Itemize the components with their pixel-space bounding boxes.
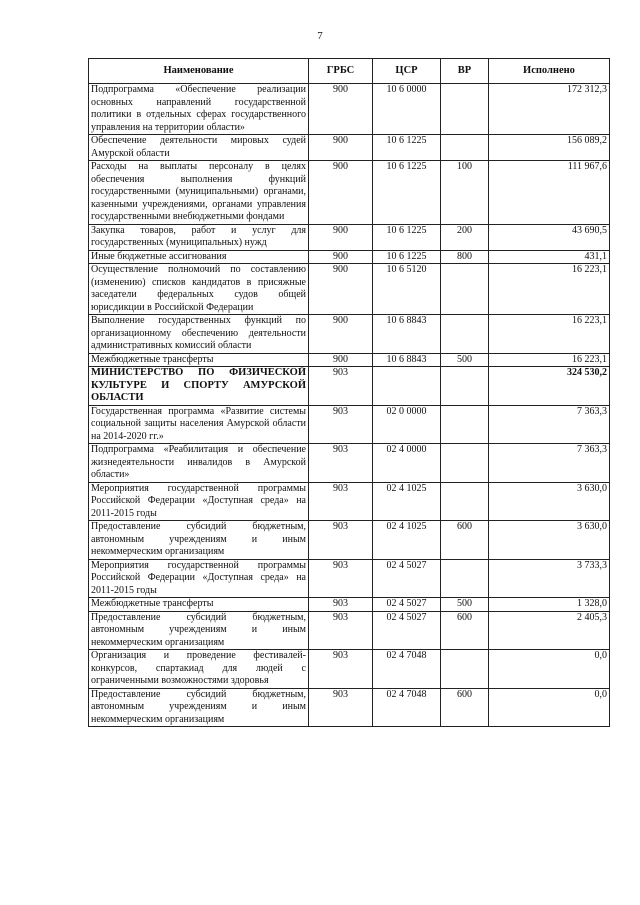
row-name-cell: Государственная программа «Развитие системы социальной защиты населения Амурской области на 2014-2020 гг.» [89, 405, 309, 444]
row-vr-cell: 200 [441, 224, 489, 250]
table-row [89, 688, 610, 727]
table-row [89, 559, 610, 598]
row-vr-cell: 600 [441, 611, 489, 650]
column-header-name: Наименование [89, 59, 309, 84]
row-name-cell: Мероприятия государственной программы Российской Федерации «Доступная среда» на 2011-2015 годы [89, 559, 309, 598]
row-csr-cell: 02 4 1025 [373, 521, 441, 560]
row-grbs-cell: 900 [309, 250, 373, 264]
table-row [89, 224, 610, 250]
row-vr-cell: 500 [441, 353, 489, 367]
column-header-grbs: ГРБС [309, 59, 373, 84]
table-row [89, 444, 610, 483]
table-row [89, 161, 610, 225]
row-csr-cell [373, 367, 441, 406]
row-name-cell: Предоставление субсидий бюджетным, автономным учреждениям и иным некоммерческим организациям [89, 688, 309, 727]
row-grbs-cell: 900 [309, 135, 373, 161]
table-row [89, 315, 610, 354]
row-grbs-cell: 903 [309, 521, 373, 560]
row-amount-cell: 431,1 [489, 250, 610, 264]
row-name-cell: Осуществление полномочий по составлению (изменению) списков кандидатов в присяжные заседатели федеральных судов общей юрисдикции в Российской Федерации [89, 264, 309, 315]
row-grbs-cell: 903 [309, 650, 373, 689]
row-vr-cell [441, 264, 489, 315]
row-csr-cell: 10 6 1225 [373, 224, 441, 250]
expenditure-table [88, 58, 610, 727]
row-name-cell: Предоставление субсидий бюджетным, автономным учреждениям и иным некоммерческим организациям [89, 521, 309, 560]
table-row [89, 264, 610, 315]
table-row [89, 250, 610, 264]
table-body [89, 84, 610, 727]
row-amount-cell: 3 733,3 [489, 559, 610, 598]
row-name-cell: Выполнение государственных функций по организационному обеспечению деятельности административных комиссий области [89, 315, 309, 354]
column-header-amount: Исполнено [489, 59, 610, 84]
row-csr-cell: 02 0 0000 [373, 405, 441, 444]
row-grbs-cell: 903 [309, 559, 373, 598]
row-name-cell: Подпрограмма «Обеспечение реализации основных направлений государственной политики в отдельных сферах государственного управления на территории области» [89, 84, 309, 135]
row-csr-cell: 02 4 1025 [373, 482, 441, 521]
row-vr-cell: 100 [441, 161, 489, 225]
table-row-section [89, 367, 610, 406]
row-amount-cell: 156 089,2 [489, 135, 610, 161]
row-amount-cell: 43 690,5 [489, 224, 610, 250]
row-name-cell: Иные бюджетные ассигнования [89, 250, 309, 264]
row-csr-cell: 10 6 8843 [373, 315, 441, 354]
row-amount-cell: 0,0 [489, 650, 610, 689]
row-grbs-cell: 903 [309, 688, 373, 727]
row-grbs-cell: 903 [309, 367, 373, 406]
row-name-cell: МИНИСТЕРСТВО ПО ФИЗИЧЕСКОЙ КУЛЬТУРЕ И СПОРТУ АМУРСКОЙ ОБЛАСТИ [89, 367, 309, 406]
row-amount-cell: 111 967,6 [489, 161, 610, 225]
row-grbs-cell: 900 [309, 315, 373, 354]
row-csr-cell: 02 4 5027 [373, 611, 441, 650]
row-vr-cell [441, 444, 489, 483]
row-grbs-cell: 903 [309, 405, 373, 444]
table-row [89, 521, 610, 560]
row-vr-cell [441, 367, 489, 406]
row-csr-cell: 02 4 0000 [373, 444, 441, 483]
row-csr-cell: 10 6 8843 [373, 353, 441, 367]
column-header-csr: ЦСР [373, 59, 441, 84]
row-name-cell: Закупка товаров, работ и услуг для государственных (муниципальных) нужд [89, 224, 309, 250]
row-name-cell: Межбюджетные трансферты [89, 598, 309, 612]
row-amount-cell: 7 363,3 [489, 405, 610, 444]
table-row [89, 482, 610, 521]
table-row [89, 598, 610, 612]
table-row [89, 611, 610, 650]
row-amount-cell: 172 312,3 [489, 84, 610, 135]
row-vr-cell [441, 482, 489, 521]
row-csr-cell: 02 4 5027 [373, 559, 441, 598]
page-number: 7 [317, 30, 323, 42]
row-name-cell: Обеспечение деятельности мировых судей Амурской области [89, 135, 309, 161]
row-grbs-cell: 900 [309, 84, 373, 135]
row-grbs-cell: 900 [309, 264, 373, 315]
row-grbs-cell: 900 [309, 224, 373, 250]
row-amount-cell: 16 223,1 [489, 264, 610, 315]
row-grbs-cell: 903 [309, 482, 373, 521]
row-vr-cell: 800 [441, 250, 489, 264]
table-row [89, 405, 610, 444]
table-row [89, 650, 610, 689]
row-amount-cell: 16 223,1 [489, 353, 610, 367]
table-header-row [89, 59, 610, 84]
row-name-cell: Расходы на выплаты персоналу в целях обеспечения выполнения функций государственными (муниципальными) органами, казенными учреждениями, органами управления государственными внебюджетными фондами [89, 161, 309, 225]
row-csr-cell: 10 6 0000 [373, 84, 441, 135]
row-name-cell: Организация и проведение фестивалей-конкурсов, спартакиад для людей с ограниченными возможностями здоровья [89, 650, 309, 689]
row-csr-cell: 02 4 7048 [373, 688, 441, 727]
table-row [89, 84, 610, 135]
row-grbs-cell: 900 [309, 353, 373, 367]
row-name-cell: Предоставление субсидий бюджетным, автономным учреждениям и иным некоммерческим организациям [89, 611, 309, 650]
row-grbs-cell: 900 [309, 161, 373, 225]
table-row [89, 353, 610, 367]
row-amount-cell: 0,0 [489, 688, 610, 727]
row-vr-cell [441, 135, 489, 161]
row-vr-cell: 500 [441, 598, 489, 612]
row-csr-cell: 02 4 7048 [373, 650, 441, 689]
row-amount-cell: 3 630,0 [489, 482, 610, 521]
row-vr-cell [441, 650, 489, 689]
row-csr-cell: 10 6 1225 [373, 135, 441, 161]
row-vr-cell [441, 315, 489, 354]
row-vr-cell: 600 [441, 521, 489, 560]
row-amount-cell: 3 630,0 [489, 521, 610, 560]
table-row [89, 135, 610, 161]
row-grbs-cell: 903 [309, 444, 373, 483]
row-amount-cell: 324 530,2 [489, 367, 610, 406]
row-csr-cell: 10 6 5120 [373, 264, 441, 315]
row-name-cell: Мероприятия государственной программы Российской Федерации «Доступная среда» на 2011-2015 годы [89, 482, 309, 521]
row-grbs-cell: 903 [309, 611, 373, 650]
row-csr-cell: 10 6 1225 [373, 161, 441, 225]
row-amount-cell: 2 405,3 [489, 611, 610, 650]
row-csr-cell: 10 6 1225 [373, 250, 441, 264]
row-amount-cell: 16 223,1 [489, 315, 610, 354]
row-vr-cell [441, 559, 489, 598]
row-amount-cell: 7 363,3 [489, 444, 610, 483]
column-header-vr: ВР [441, 59, 489, 84]
row-csr-cell: 02 4 5027 [373, 598, 441, 612]
row-amount-cell: 1 328,0 [489, 598, 610, 612]
row-grbs-cell: 903 [309, 598, 373, 612]
row-vr-cell: 600 [441, 688, 489, 727]
row-name-cell: Межбюджетные трансферты [89, 353, 309, 367]
row-name-cell: Подпрограмма «Реабилитация и обеспечение жизнедеятельности инвалидов в Амурской области» [89, 444, 309, 483]
row-vr-cell [441, 84, 489, 135]
row-vr-cell [441, 405, 489, 444]
